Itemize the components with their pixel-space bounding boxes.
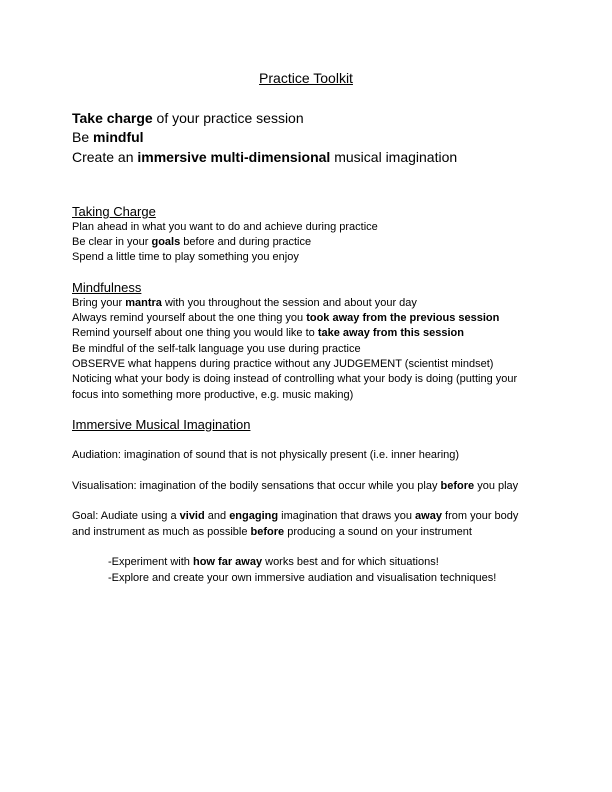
text-line [72, 311, 540, 326]
bold-text-run: before [440, 479, 475, 492]
text-run: before and during practice [180, 236, 312, 249]
intro-block [72, 109, 540, 167]
text-run: Be clear in your [72, 236, 152, 249]
text-run: Create an [72, 148, 138, 165]
text-line [72, 250, 540, 265]
paragraph [72, 479, 540, 494]
paragraph [72, 296, 540, 403]
text-run: Goal: Audiate using a [72, 510, 180, 523]
text-run: Remind yourself about one thing you would like to [72, 327, 318, 340]
bold-text-run: how far away [192, 556, 263, 569]
text-run: works best and for which situations! [262, 556, 439, 569]
text-run: with you throughout the session and about your day [161, 296, 417, 309]
bold-text-run: mindful [93, 129, 144, 146]
text-line [72, 509, 540, 524]
text-line [72, 296, 540, 311]
paragraph [72, 220, 540, 266]
text-run: Visualisation: imagination of the bodily sensations that occur while you play [72, 479, 441, 492]
document-title: Practice Toolkit [259, 70, 353, 86]
text-line [108, 571, 540, 586]
section-heading: Taking Charge [72, 203, 156, 219]
text-line [72, 342, 540, 357]
section [72, 203, 540, 266]
text-run: and [204, 510, 230, 523]
text-run: Be mindful of the self-talk language you use during practice [72, 342, 361, 355]
text-run: of your practice session [152, 110, 304, 126]
text-run: and instrument as much as possible [72, 525, 251, 538]
bold-text-run: mantra [125, 296, 162, 309]
text-run: from your body [441, 510, 519, 523]
section [72, 416, 540, 586]
text-line [72, 372, 540, 387]
section [72, 279, 540, 403]
paragraph [72, 448, 540, 463]
text-run: Always remind yourself about the one thing you [72, 312, 307, 325]
indented-paragraph [72, 555, 540, 586]
text-line [72, 235, 540, 250]
text-run: focus into something more productive, e.g. music making) [72, 388, 354, 401]
text-run: Be [72, 129, 94, 146]
text-line [72, 326, 540, 341]
text-line [72, 128, 540, 147]
section-heading: Mindfulness [72, 279, 142, 295]
text-run: -Explore and create your own immersive audiation and visualisation techniques! [108, 571, 497, 584]
bold-text-run: take away from this session [317, 327, 464, 340]
text-run: Bring your [72, 296, 126, 309]
text-run: OBSERVE what happens during practice without any JUDGEMENT (scientist mindset) [72, 357, 494, 370]
text-run: Plan ahead in what you want to do and achieve during practice [72, 220, 378, 233]
paragraph [72, 509, 540, 540]
text-line [72, 388, 540, 403]
text-run: Spend a little time to play something you enjoy [72, 251, 299, 264]
bold-text-run: before [250, 525, 285, 538]
sections-container [72, 203, 540, 586]
bold-text-run: Take charge [72, 110, 153, 126]
text-line [72, 357, 540, 372]
text-run: Audiation: imagination of sound that is not physically present (i.e. inner hearing) [72, 449, 460, 462]
text-run: Noticing what your body is doing instead of controlling what your body is doing (putting your [72, 373, 518, 386]
text-run: imagination that draws you [278, 510, 416, 523]
bold-text-run: vivid [179, 510, 205, 523]
text-line [72, 109, 540, 128]
text-run: -Experiment with [108, 556, 193, 569]
text-line [72, 525, 540, 540]
text-line [108, 555, 540, 570]
text-line [72, 448, 540, 463]
text-line [72, 148, 540, 167]
bold-text-run: took away from the previous session [306, 312, 500, 325]
text-run: musical imagination [330, 148, 458, 165]
text-run: you play [474, 479, 519, 492]
bold-text-run: engaging [229, 510, 279, 523]
text-line [72, 220, 540, 235]
section-heading: Immersive Musical Imagination [72, 416, 251, 432]
bold-text-run: goals [151, 236, 181, 249]
bold-text-run: immersive multi-dimensional [137, 148, 331, 165]
bold-text-run: away [415, 510, 442, 523]
text-run: producing a sound on your instrument [284, 525, 472, 538]
text-line [72, 479, 540, 494]
